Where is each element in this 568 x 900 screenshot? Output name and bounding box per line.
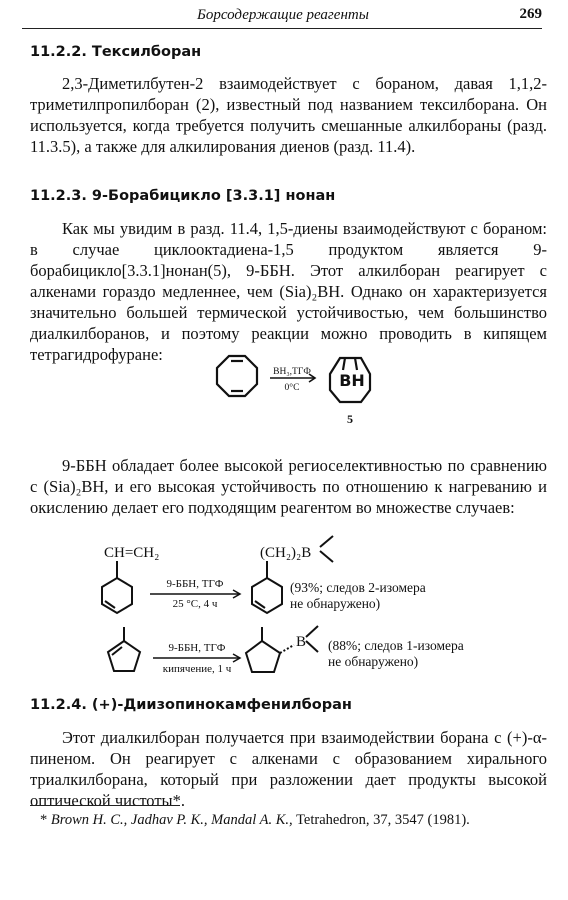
- product2-structure: [246, 626, 318, 672]
- footnote-authors: Brown H. C., Jadhav P. K., Mandal A. K.,: [50, 812, 293, 828]
- reaction2-condition-label: кипячение, 1 ч: [162, 663, 232, 675]
- compound-number-label: 5: [347, 412, 353, 426]
- section-heading-ipc2bh: 11.2.4. (+)-Диизопинокамфенилборан: [30, 697, 352, 713]
- footnote: [40, 812, 560, 829]
- reaction1-note-line1: (93%; следов 2-изомера: [290, 580, 426, 595]
- product1-group-label: (CH₂)₂B: [260, 545, 312, 561]
- paragraph-ipc2bh: [30, 727, 547, 811]
- footnote-marker: *: [40, 812, 48, 828]
- reaction1-arrow: [150, 590, 240, 598]
- paragraph-text: Как мы увидим в разд. 11.4, 1,5-диены взаимодействуют с бораном: в случае циклооктадиена-1,5 продуктом является 9-борабицикло[3.3.1]нонан(5), 9-ББН. Этот алкилборан реагирует с алкенами гораздо медленнее, чем (Sia)₂BH. Однако он характеризуется значительно большей термической устойчивостью, чем большинство диалкилборанов, и поэтому реакции можно проводить в кипящем тетрагидрофуране:: [30, 219, 547, 364]
- methylcyclopentene-structure: [108, 627, 140, 671]
- section-heading-texylborane: 11.2.2. Тексилборан: [30, 44, 202, 60]
- reaction1-condition-label: 25 °C, 4 ч: [172, 598, 218, 610]
- product2-boron-label: B: [296, 634, 307, 650]
- page-number: 269: [519, 6, 542, 22]
- reaction2-arrow: [153, 654, 240, 662]
- 9bbn-bh-label: BH: [339, 371, 365, 390]
- running-title: Борсодержащие реагенты: [197, 7, 369, 23]
- reaction2-note-line1: (88%; следов 1-изомера: [328, 638, 464, 653]
- paragraph-text: 2,3-Диметилбутен-2 взаимодействует с бораном, давая 1,1,2-триметилпропилборан (2), известный под названием тексилборана. Он используется, когда требуется получить смешанные алкилбораны (разд. 11.3.5), а также для алкилирования диенов (разд. 11.4).: [30, 74, 547, 156]
- reaction2-reagent-label: 9-ББН, ТГФ: [168, 642, 226, 654]
- arrow-reagent-label: BH₃,ТГФ: [273, 367, 311, 377]
- footnote-citation: Tetrahedron, 37, 3547 (1981).: [296, 812, 470, 828]
- section-heading-9bbn: 11.2.3. 9-Борабицикло [3.3.1] нонан: [30, 188, 336, 204]
- reaction2-note-line2: не обнаружено): [328, 654, 419, 669]
- footnote-rule: [30, 805, 180, 806]
- paragraph-text: Этот диалкилборан получается при взаимодействии борана с (+)-α-пиненом. Он реагирует с алкенами с образованием хирального триалкилборана, который при разложении дает продукты высокой оптической чистоты*.: [30, 728, 547, 810]
- reaction1-reagent-label: 9-ББН, ТГФ: [166, 578, 224, 590]
- paragraph-text: 9-ББН обладает более высокой региоселективностью по сравнению с (Sia)₂BH, и его высокая устойчивость по отношению к нагреванию и окислению делает его подходящим реагентом во множестве случаев:: [30, 456, 547, 517]
- reaction1-note-line2: не обнаружено): [290, 596, 381, 611]
- vinylcyclohexene-structure: [102, 561, 132, 613]
- vinyl-group-label: CH=CH₂: [104, 545, 160, 561]
- arrow-condition-label: 0°C: [284, 383, 300, 393]
